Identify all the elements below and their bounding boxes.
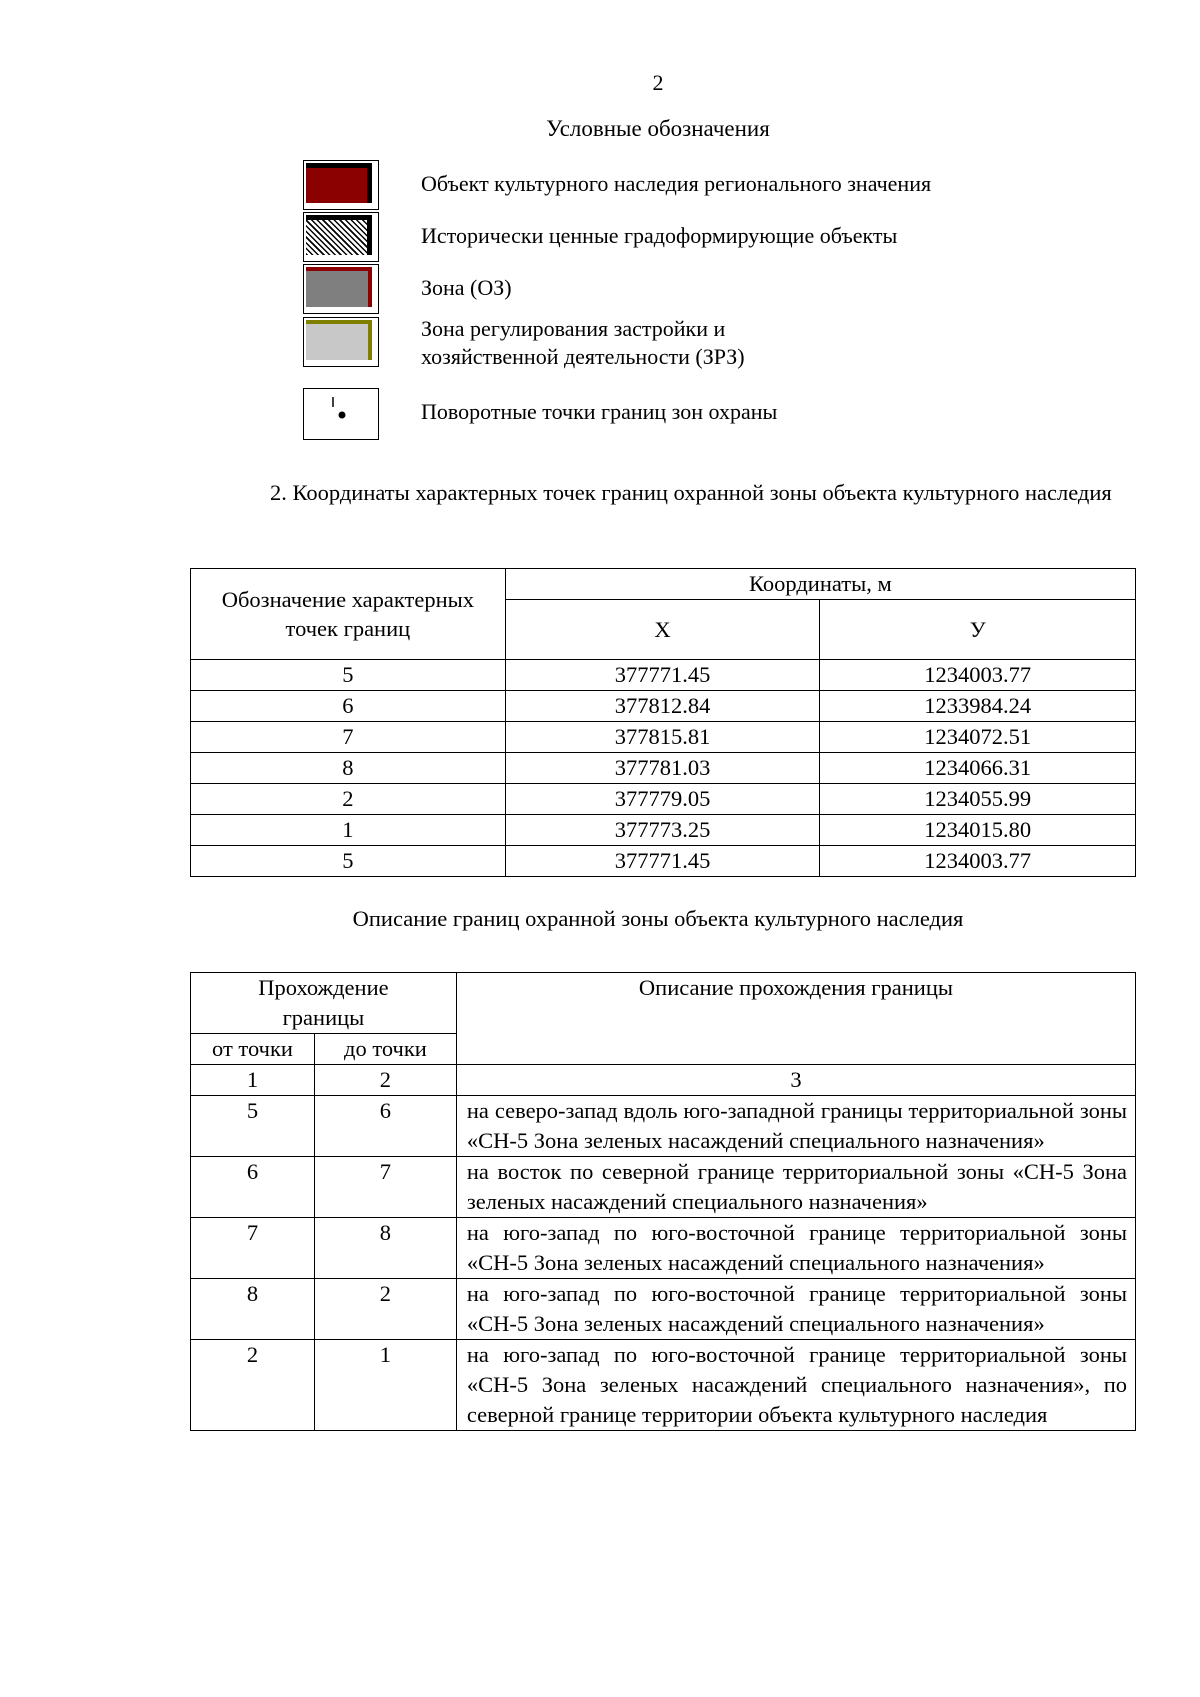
table-row — [191, 660, 1136, 691]
header-coordinates: Координаты, м — [505, 569, 1135, 600]
y-coordinate-cell: 1234003.77 — [820, 660, 1136, 691]
table-row — [191, 784, 1136, 815]
point-cell: 7 — [191, 722, 506, 753]
x-coordinate-cell: 377771.45 — [505, 660, 820, 691]
heritage-object-symbol — [303, 160, 379, 210]
point-cell: 6 — [191, 691, 506, 722]
boundary-description-cell: на восток по северной границе территориальной зоны «СН-5 Зона зеленых насаждений специального назначения» — [456, 1157, 1135, 1218]
x-coordinate-cell: 377773.25 — [505, 815, 820, 846]
column-number: 1 — [191, 1065, 315, 1096]
boundary-description-cell: на юго-запад по юго-восточной границе территориальной зоны «СН-5 Зона зеленых насаждений специального назначения» — [456, 1279, 1135, 1340]
table-row — [191, 1340, 1136, 1431]
to-point-cell: 6 — [314, 1096, 456, 1157]
table-row — [191, 815, 1136, 846]
header-point-designation: Обозначение характерных точек границ — [191, 569, 506, 660]
y-coordinate-cell: 1233984.24 — [820, 691, 1136, 722]
from-point-cell: 5 — [191, 1096, 315, 1157]
y-coordinate-cell: 1234055.99 — [820, 784, 1136, 815]
header-description: Описание прохождения границы — [456, 973, 1135, 1065]
x-coordinate-cell: 377812.84 — [505, 691, 820, 722]
header-x: Х — [505, 600, 820, 660]
x-coordinate-cell: 377781.03 — [505, 753, 820, 784]
x-coordinate-cell: 377779.05 — [505, 784, 820, 815]
to-point-cell: 7 — [314, 1157, 456, 1218]
header-passage: Прохождение границы — [191, 973, 457, 1034]
coordinates-table — [190, 568, 1136, 877]
turning-point-symbol — [303, 388, 379, 440]
page-number: 2 — [652, 70, 664, 95]
table-row — [191, 846, 1136, 877]
to-point-cell: 2 — [314, 1279, 456, 1340]
legend-label: Исторически ценные градоформирующие объекты — [421, 223, 898, 248]
header-from-point: от точки — [191, 1034, 315, 1065]
boundary-description-cell: на юго-запад по юго-восточной границе территориальной зоны «СН-5 Зона зеленых насаждений специального назначения» — [456, 1218, 1135, 1279]
table-row — [191, 1096, 1136, 1157]
y-coordinate-cell: 1234003.77 — [820, 846, 1136, 877]
section-2-heading: 2. Координаты характерных точек границ охранной зоны объекта культурного наследия — [270, 480, 1112, 505]
header-y: У — [820, 600, 1136, 660]
y-coordinate-cell: 1234066.31 — [820, 753, 1136, 784]
from-point-cell: 7 — [191, 1218, 315, 1279]
point-cell: 5 — [191, 846, 506, 877]
to-point-cell: 1 — [314, 1340, 456, 1431]
legend-title: Условные обозначения — [546, 116, 770, 141]
y-coordinate-cell: 1234072.51 — [820, 722, 1136, 753]
description-caption: Описание границ охранной зоны объекта культурного наследия — [352, 906, 964, 931]
boundary-description-table — [190, 972, 1136, 1431]
point-cell: 8 — [191, 753, 506, 784]
y-coordinate-cell: 1234015.80 — [820, 815, 1136, 846]
from-point-cell: 8 — [191, 1279, 315, 1340]
x-coordinate-cell: 377815.81 — [505, 722, 820, 753]
table-row — [191, 691, 1136, 722]
point-cell: 5 — [191, 660, 506, 691]
x-coordinate-cell: 377771.45 — [505, 846, 820, 877]
boundary-description-cell: на юго-запад по юго-восточной границе территориальной зоны «СН-5 Зона зеленых насаждений специального назначения», по северной границе территории объекта культурного наследия — [456, 1340, 1135, 1431]
zone-rz-symbol — [303, 317, 379, 367]
column-number: 2 — [314, 1065, 456, 1096]
table-row — [191, 1279, 1136, 1340]
point-marker-icon — [304, 389, 376, 437]
table-row — [191, 1218, 1136, 1279]
column-number: 3 — [456, 1065, 1135, 1096]
legend-label: Поворотные точки границ зон охраны — [421, 399, 778, 424]
legend-label: Зона регулирования застройки и хозяйственной деятельности (ЗРЗ) — [421, 316, 745, 369]
table-row — [191, 753, 1136, 784]
header-to-point: до точки — [314, 1034, 456, 1065]
to-point-cell: 8 — [314, 1218, 456, 1279]
boundary-description-cell: на северо-запад вдоль юго-западной границы территориальной зоны «СН-5 Зона зеленых насаждений специального назначения» — [456, 1096, 1135, 1157]
from-point-cell: 2 — [191, 1340, 315, 1431]
table-row — [191, 722, 1136, 753]
legend-label: Зона (ОЗ) — [421, 275, 512, 300]
historic-object-symbol — [303, 212, 379, 262]
from-point-cell: 6 — [191, 1157, 315, 1218]
zone-oz-symbol — [303, 264, 379, 314]
legend-label: Объект культурного наследия регионального значения — [421, 171, 932, 196]
point-cell: 2 — [191, 784, 506, 815]
table-row — [191, 1157, 1136, 1218]
point-cell: 1 — [191, 815, 506, 846]
